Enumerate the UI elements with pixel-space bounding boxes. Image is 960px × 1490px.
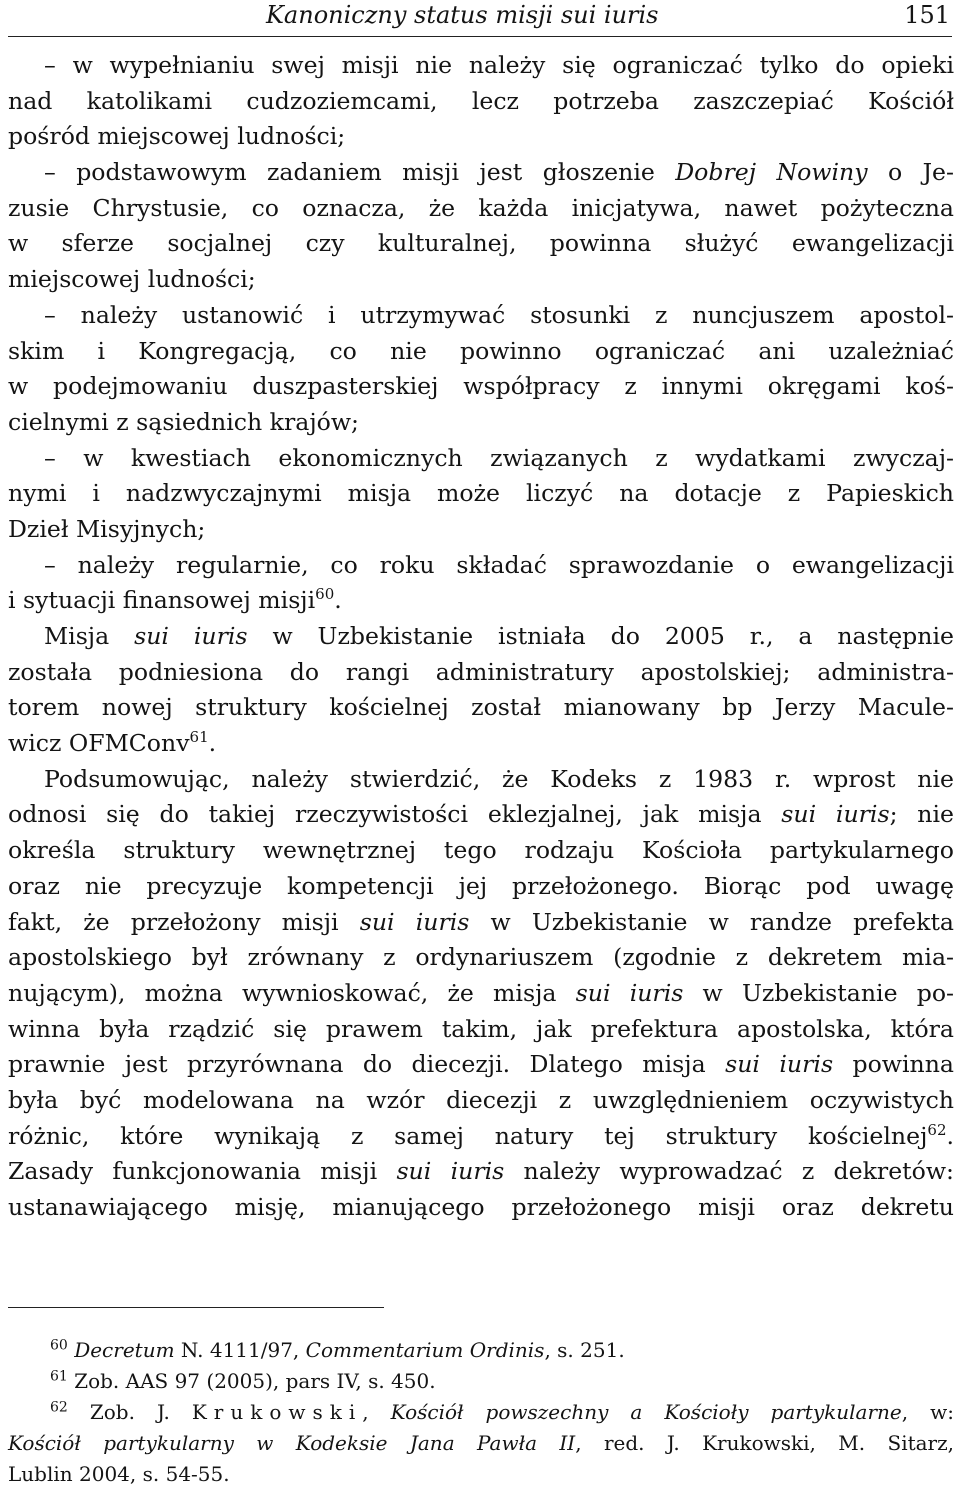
footnote-line [8,1459,954,1490]
text-segment: w Uzbekistanie istniała do 2005 r., a następnie [247,622,954,650]
text-segment: w Uzbekistanie po- [683,978,954,1007]
text-line [8,976,954,1012]
text-segment: apostolskiego był zrównany z ordynariuszem (zgodnie z dekretem mia- [8,943,954,972]
text-segment: pośród miejscowej ludności; [8,122,346,151]
text-segment: ; nie [889,800,955,829]
text-segment: w podejmowaniu duszpasterskiej współpracy z innymi okręgami koś- [8,372,954,401]
footnote-text: , s. 251. [544,1338,625,1362]
footnote-line [8,1397,954,1428]
footnote-text: Kościół partykularny w Kodeksie Jana Pawła II [8,1431,576,1455]
text-segment: – w kwestiach ekonomicznych związanych z wydatkami zwyczaj- [44,443,954,472]
footnote-reference: 62 [927,1120,947,1139]
text-line [8,797,954,833]
text-segment: winna była rządzić się prawem takim, jak prefektura apostolska, która [8,1014,954,1043]
header-rule [8,36,952,37]
text-line [8,1012,954,1048]
text-segment: – należy ustanowić i utrzymywać stosunki z nuncjuszem apostol- [44,300,954,329]
text-line [8,1083,954,1119]
text-segment: . [208,729,217,758]
footnotes [8,1335,954,1490]
text-segment: sui iuris [359,907,470,936]
text-segment: miejscowej ludności; [8,265,256,294]
footnote-reference: 61 [189,728,209,747]
text-line [8,441,954,477]
text-line [8,690,954,726]
text-line [8,298,954,334]
text-segment: należy wyprowadzać z dekretów: [504,1157,954,1186]
text-line [8,548,954,584]
text-segment: Podsumowując, należy stwierdzić, że Kodeks z 1983 r. wprost nie [44,764,954,793]
footnote-text: Krukowski [191,1400,363,1424]
text-segment: zusie Chrystusie, co oznacza, że każda inicjatywa, nawet pożyteczna [8,193,954,222]
text-line [8,940,954,976]
text-line [8,48,954,84]
footnote-text: N. 4111/97, [174,1338,306,1362]
footnote-separator [8,1307,384,1308]
footnote-text: Zob. J. [67,1400,192,1424]
footnote-text: Kościół powszechny a Kościoły partykularne [390,1400,902,1424]
text-segment: . [946,1121,954,1150]
text-segment: oraz nie precyzuje kompetencji jej przełożonego. Biorąc pod uwagę [8,871,954,900]
text-line [8,833,954,869]
text-segment: odnosi się do takiej rzeczywistości eklezjalnej, jak misja [8,800,782,829]
text-segment: określa struktury wewnętrznej tego rodzaju Kościoła partykularnego [8,836,954,865]
text-line [8,869,954,905]
text-segment: cielnymi z sąsiednich krajów; [8,407,359,436]
text-line [8,1047,954,1083]
text-line [8,512,954,548]
text-line [8,726,954,762]
text-segment: prawnie jest przyrównana do diecezji. Dlatego misja [8,1050,726,1079]
footnote-text: Commentarium Ordinis [305,1338,545,1362]
text-segment: wicz OFMConv [8,729,190,758]
text-segment: Zasady funkcjonowania misji [8,1157,397,1186]
text-segment: Dobrej Nowiny [675,158,868,187]
text-line [8,1154,954,1190]
text-segment: była być modelowana na wzór diecezji z uwzględnieniem oczywistych [8,1085,954,1114]
text-line [8,369,954,405]
text-line [8,262,954,298]
text-segment: torem nowej struktury kościelnej został mianowany bp Jerzy Macule- [8,693,954,722]
text-segment: – podstawowym zadaniem misji jest głoszenie [44,158,676,187]
text-segment: powinna [833,1050,954,1079]
text-line [8,405,954,441]
text-line [8,655,954,691]
text-line [8,1119,954,1155]
text-line [8,476,954,512]
running-title: Kanoniczny status misji sui iuris [266,1,659,29]
footnote-line [8,1428,954,1459]
text-line [8,762,954,798]
text-line [8,334,954,370]
text-segment: ustanawiającego misję, mianującego przełożonego misji oraz dekretu [8,1193,954,1221]
footnote-number: 61 [50,1368,68,1385]
text-segment: nującym), można wywnioskować, że misja [8,978,576,1007]
text-segment: – należy regularnie, co roku składać sprawozdanie o ewangelizacji [44,550,954,579]
body-text [8,48,954,1226]
text-segment: sui iuris [781,800,890,829]
footnote-text: Decretum [74,1338,175,1362]
text-segment: sui iuris [134,622,248,650]
footnote-text: , [362,1400,391,1424]
text-segment: fakt, że przełożony misji [8,907,360,936]
text-segment: . [334,586,342,615]
footnote-text: , w: [901,1400,954,1424]
text-segment: i sytuacji finansowej misji [8,586,316,615]
text-segment: nymi i nadzwyczajnymi misja może liczyć na dotacje z Papieskich [8,479,954,508]
text-segment: Misja [44,622,135,650]
text-line [8,1190,954,1226]
text-segment: sui iuris [725,1050,834,1079]
text-segment: różnic, które wynikają z samej natury tej struktury kościelnej [8,1121,928,1150]
text-line [8,84,954,120]
footnote-number: 62 [50,1399,68,1416]
text-segment: w sferze socjalnej czy kulturalnej, powinna służyć ewangelizacji [8,229,954,258]
text-segment: Dzieł Misyjnych; [8,514,206,543]
text-line [8,226,954,262]
text-segment: została podniesiona do rangi administratury apostolskiej; administra- [8,657,954,686]
footnote-text: Zob. AAS 97 (2005), pars IV, s. 450. [67,1369,436,1393]
text-line [8,119,954,155]
text-segment: nad katolikami cudzoziemcami, lecz potrzeba zaszczepiać Kościół [8,86,954,115]
footnote-number: 60 [50,1337,68,1354]
text-segment: skim i Kongregacją, co nie powinno ograniczać ani uzależniać [8,336,954,365]
text-line [8,619,954,655]
text-segment: o Je- [867,158,954,187]
page-number: 151 [904,1,950,29]
footnote-text: , red. J. Krukowski, M. Sitarz, [575,1431,955,1455]
footnote-line [8,1366,954,1397]
footnote-reference: 60 [315,585,335,604]
text-line [8,905,954,941]
text-line [8,191,954,227]
text-segment: – w wypełnianiu swej misji nie należy się ograniczać tylko do opieki [44,51,954,79]
footnote-line [8,1335,954,1366]
text-line [8,583,954,619]
text-line [8,155,954,191]
running-header [8,0,952,30]
text-segment: sui iuris [575,978,684,1007]
text-segment: w Uzbekistanie w randze prefekta [469,907,954,936]
text-segment: sui iuris [396,1157,505,1186]
footnote-text: Lublin 2004, s. 54-55. [8,1462,230,1486]
